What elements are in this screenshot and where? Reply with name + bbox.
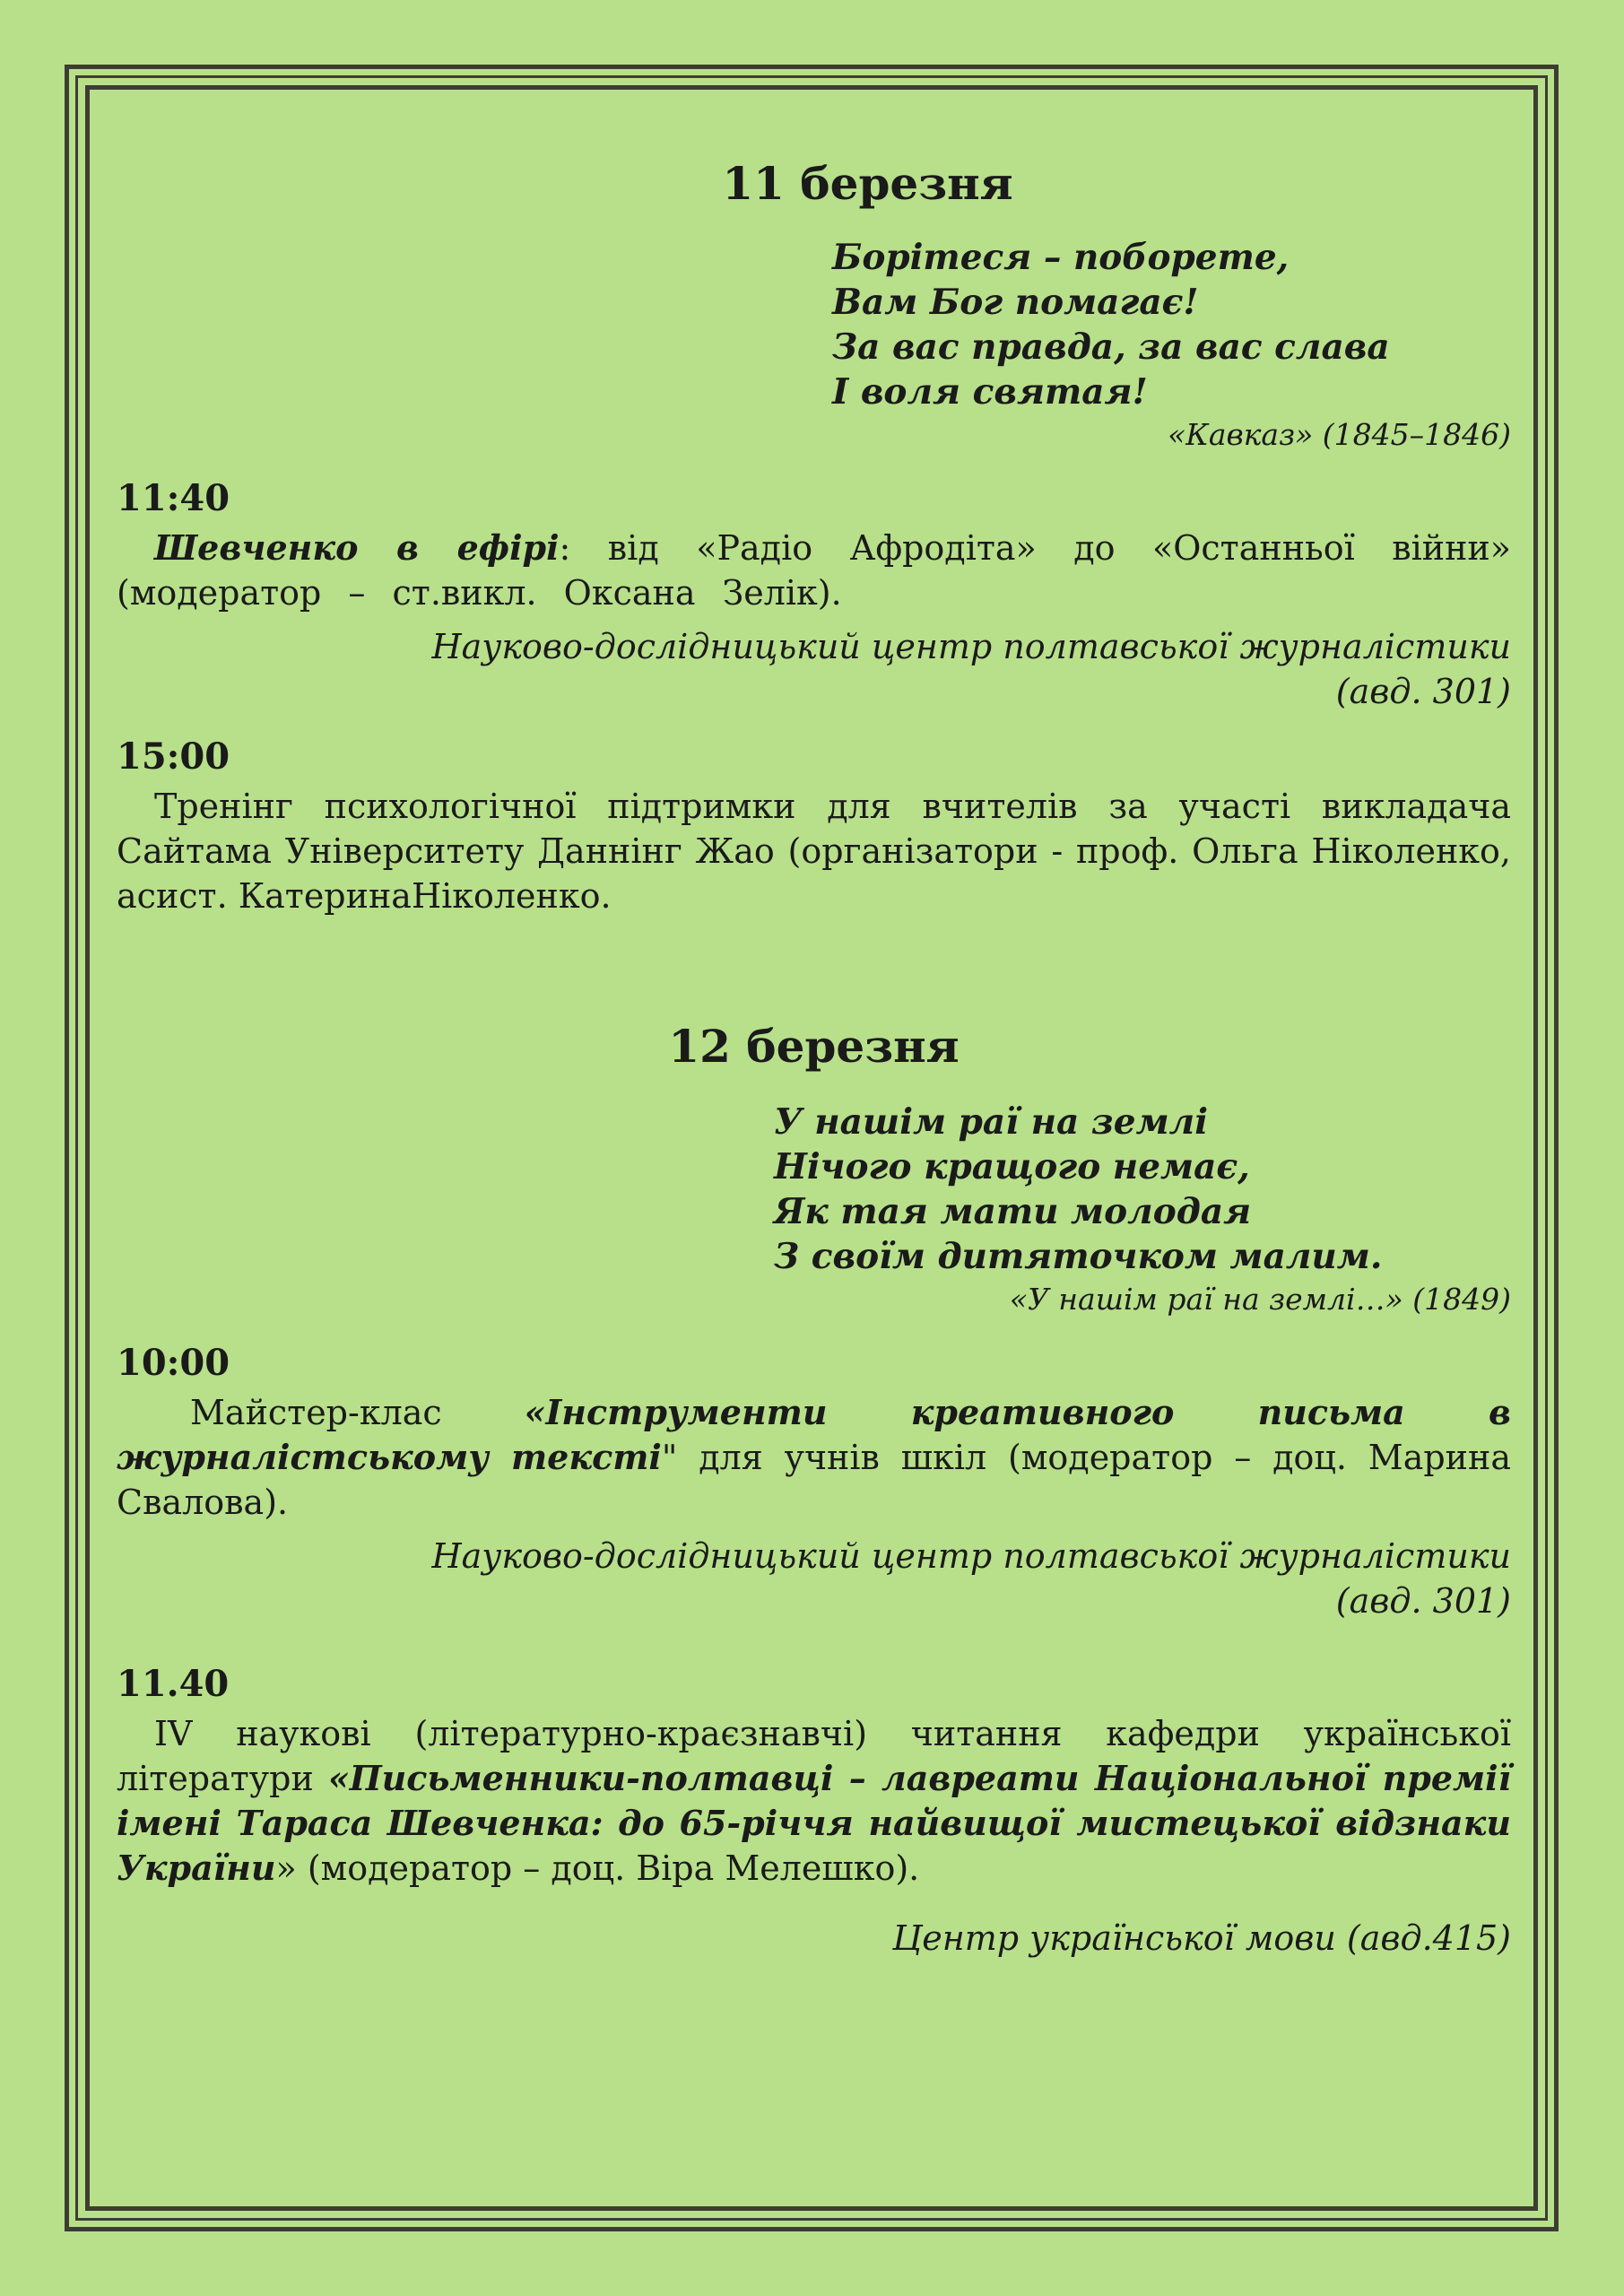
event-text: Майстер-клас [190,1393,525,1432]
epigraph-line: За вас правда, за вас слава [832,326,1390,368]
event-time: 15:00 [117,735,230,778]
epigraph-line: У нашім раї на землі [774,1101,1209,1143]
location-line: (авд. 301) [1335,1581,1511,1621]
epigraph [774,1100,1511,1279]
event-description: Тренінг психологічної підтримки для вчителів за участі викладача Сайтама Університету Даннінг Жао (організатори - проф. Ольга Ніколенко, асист. КатеринаНіколенко. [117,787,1511,916]
event-location [117,1534,1511,1623]
epigraph-line: Нічого кращого немає, [774,1146,1250,1187]
epigraph-source: «Кавказ» (1845–1846) [1168,417,1511,452]
spacer [117,1623,1511,1641]
event-description [117,526,1511,615]
location-line: (авд. 301) [1335,672,1511,711]
event-time: 10:00 [117,1342,230,1384]
day-separator [117,918,1511,1015]
day-title: 11 березня [722,157,1013,210]
event-time: 11:40 [117,477,230,519]
event-location [117,624,1511,714]
event-text: " для учнів шкіл (модератор – доц. Марина Свалова). [117,1438,1511,1522]
event-description [117,1390,1511,1525]
event-title: Шевченко в ефірі [154,527,560,568]
epigraph-source: «У нашім раї на землі…» (1849) [1009,1282,1511,1317]
event-title: «Інструменти креативного письма в журналістському тексті [117,1392,1511,1477]
event-text: IV наукові (літературно-краєзнавчі) читання кафедри української літератури [117,1714,1511,1798]
location-line: Науково-дослідницький центр полтавської журналістики [431,627,1511,666]
event-description [117,1711,1511,1891]
program-content [117,152,1511,1961]
event-title: «Письменники-полтавці – лавреати Національної премії імені Тараса Шевченка: до 65-річчя найвищої мистецької відзнаки України [117,1758,1512,1888]
event-text: » (модератор – доц. Віра Мелешко). [275,1848,920,1888]
epigraph-line: З своїм дитяточком малим. [774,1236,1383,1277]
location-line: Науково-дослідницький центр полтавської журналістики [431,1536,1511,1576]
event-location: Центр української мови (авд.415) [892,1918,1511,1958]
epigraph-line: І воля святая! [832,371,1148,413]
epigraph [832,235,1511,414]
day-title: 12 березня [668,1020,960,1073]
event-text: : від «Радіо Афродіта» до «Останньої війни» (модератор – ст.викл. Оксана Зелік). [117,528,1511,613]
epigraph-line: Як тая мати молодая [774,1191,1252,1232]
epigraph-line: Борітеся – поборете, [832,237,1290,278]
epigraph-line: Вам Бог помагає! [832,282,1199,323]
event-time: 11.40 [117,1663,230,1705]
